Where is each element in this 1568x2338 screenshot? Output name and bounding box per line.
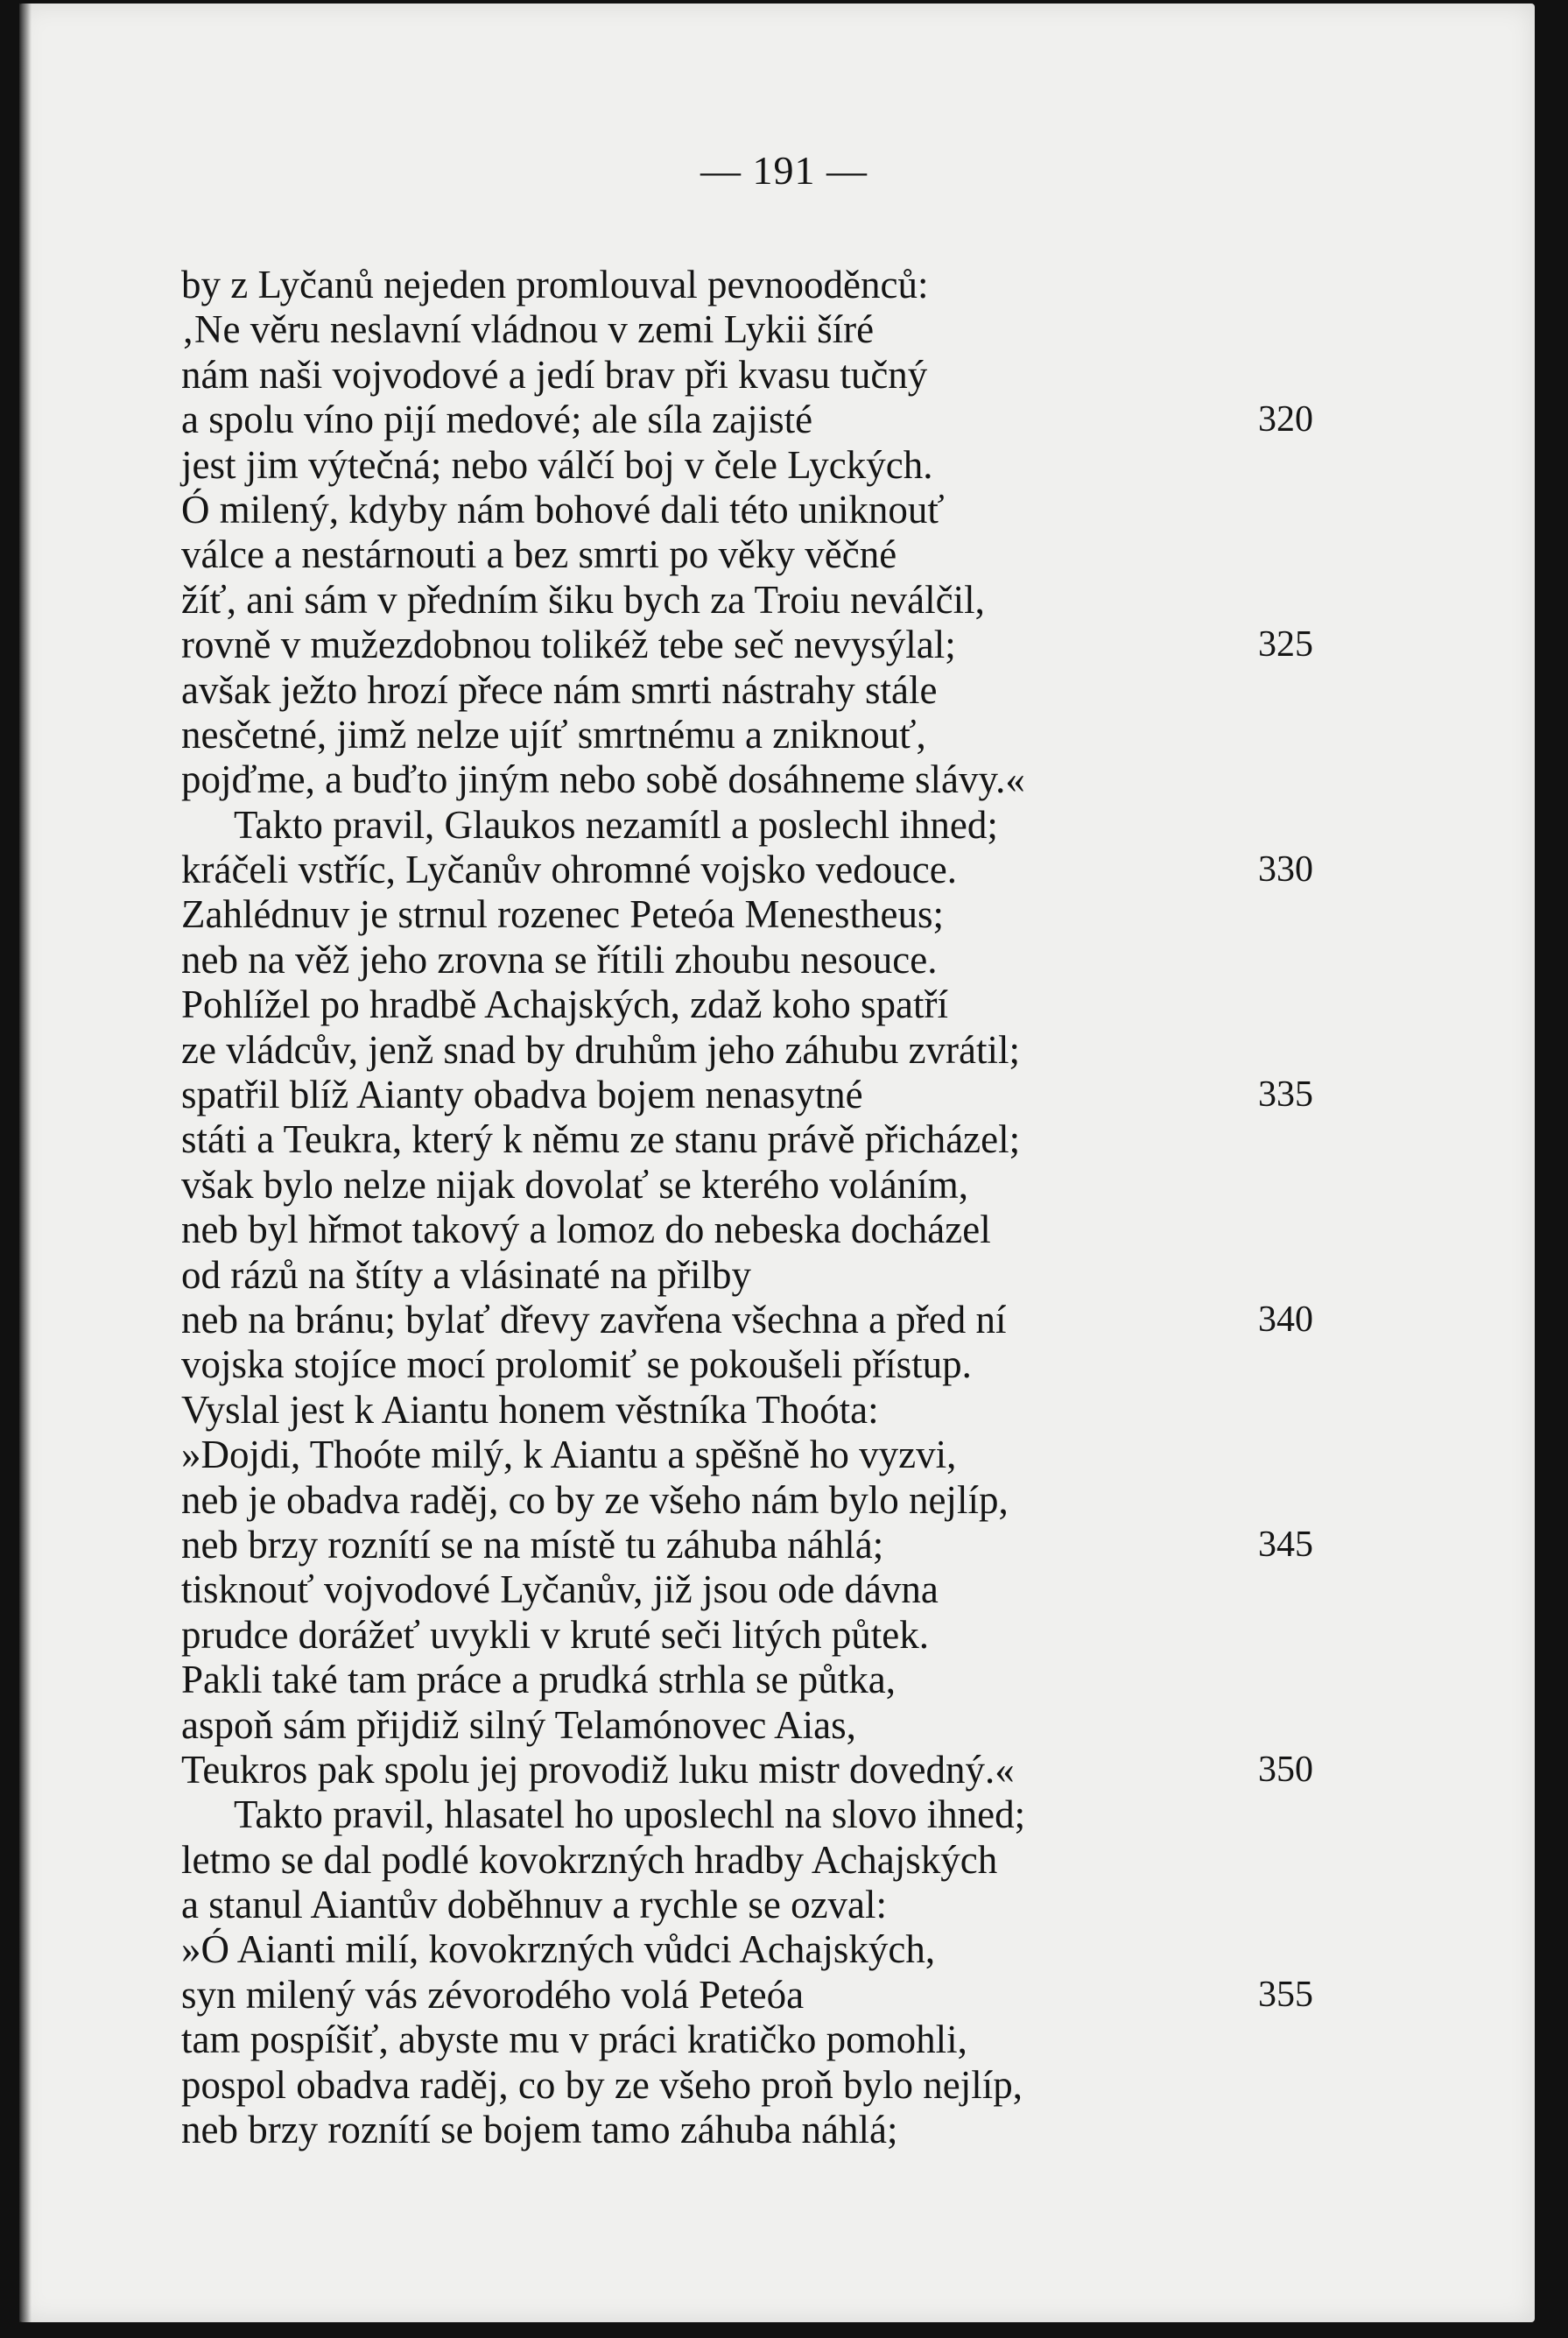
verse-line (181, 2063, 1346, 2108)
verse-line (181, 398, 1346, 442)
verse-line (181, 982, 1346, 1027)
verse-line (181, 1298, 1346, 1342)
verse-text: jest jim výtečná; nebo válčí boj v čele Lyckých. (181, 442, 933, 487)
verse-line (181, 1117, 1346, 1162)
verse-text: Vyslal jest k Aiantu honem věstníka Thoóta: (181, 1387, 879, 1432)
verse-text: a stanul Aiantův doběhnuv a rychle se ozval: (181, 1883, 888, 1927)
verse-text: neb je obadva raděj, co by ze všeho nám bylo nejlíp, (181, 1477, 1009, 1522)
verse-text: tisknouť vojvodové Lyčanův, již jsou ode dávna (181, 1567, 939, 1612)
verse-line (181, 1703, 1346, 1748)
verse-line (181, 578, 1346, 623)
verse-text: rovně v mužezdobnou tolikéž tebe seč nevysýlal; (181, 623, 956, 667)
verse-line (181, 488, 1346, 532)
verse-text: prudce dorážeť uvykli v kruté seči litých půtek. (181, 1612, 929, 1657)
verse-text: aspoň sám přijdiž silný Telamónovec Aias, (181, 1702, 856, 1747)
verse-line (181, 757, 1346, 802)
verse-text: státi a Teukra, který k němu ze stanu právě přicházel; (181, 1117, 1021, 1162)
verse-line (181, 2018, 1346, 2062)
verse-text: Zahlédnuv je strnul rozenec Peteóa Menestheus; (181, 892, 944, 937)
verse-text: vojska stojíce mocí prolomiť se pokoušeli přístup. (181, 1342, 972, 1387)
verse-line (181, 1613, 1346, 1658)
verse-text: spatřil blíž Aianty obadva bojem nenasytné (181, 1073, 863, 1117)
verse-text: syn milený vás zévorodého volá Peteóa (181, 1972, 805, 2017)
line-number: 340 (1258, 1299, 1313, 1340)
verse-line (181, 263, 1346, 307)
line-number: 355 (1258, 1974, 1313, 2015)
verse-text: by z Lyčanů nejeden promlouval pevnooděnců: (181, 263, 929, 306)
verse-text: Pakli také tam práce a prudká strhla se půtka, (181, 1658, 896, 1702)
verse-line (181, 1208, 1346, 1252)
verse-line (181, 623, 1346, 667)
verse-text: Teukros pak spolu jej provodiž luku mistr dovedný.« (181, 1747, 1015, 1792)
page-binding-shadow (19, 4, 32, 2322)
verse-text: avšak ježto hrozí přece nám smrti nástrahy stále (181, 667, 938, 712)
line-number: 345 (1258, 1524, 1313, 1565)
verse-text: ze vládcův, jenž snad by druhům jeho záhubu zvrátil; (181, 1027, 1021, 1072)
verse-line (181, 803, 1346, 848)
verse-line (181, 443, 1346, 488)
verse-line (181, 1478, 1346, 1523)
verse-text: nesčetné, jimž nelze ujíť smrtnému a zniknouť, (181, 712, 926, 757)
verse-text: Ó milený, kdyby nám bohové dali této uniknouť (181, 487, 945, 532)
verse-line (181, 1658, 1346, 1702)
verse-text: neb brzy roznítí se bojem tamo záhuba náhlá; (181, 2108, 898, 2152)
verse-text: válce a nestárnouti a bez smrti po věky věčné (181, 532, 897, 577)
verse-text: neb na věž jeho zrovna se řítili zhoubu nesouce. (181, 937, 938, 982)
verse-text: »Dojdi, Thoóte milý, k Aiantu a spěšně ho vyzvi, (181, 1433, 957, 1477)
verse-line (181, 1163, 1346, 1208)
verse-text: neb brzy roznítí se na místě tu záhuba náhlá; (181, 1522, 884, 1567)
line-number: 335 (1258, 1074, 1313, 1116)
verse-line (181, 848, 1346, 892)
verse-line (181, 1028, 1346, 1073)
verse-line (181, 892, 1346, 937)
verse-text: nám naši vojvodové a jedí brav při kvasu tučný (181, 352, 928, 397)
verse-text: Pohlížel po hradbě Achajských, zdaž koho spatří (181, 982, 949, 1027)
verse-line (181, 1792, 1346, 1837)
verse-text: Takto pravil, Glaukos nezamítl a poslechl ihned; (234, 802, 998, 847)
verse-text: pojďme, a buďto jiným nebo sobě dosáhneme slávy.« (181, 757, 1025, 802)
verse-line (181, 2108, 1346, 2152)
verse-line (181, 1253, 1346, 1298)
verse-line (181, 1883, 1346, 1927)
verse-line (181, 668, 1346, 713)
verse-block (181, 263, 1346, 2152)
page-number: — 191 — (700, 148, 868, 193)
verse-line (181, 1567, 1346, 1612)
verse-text: žíť, ani sám v předním šiku bych za Troiu neválčil, (181, 577, 985, 622)
verse-line (181, 713, 1346, 757)
verse-line (181, 1433, 1346, 1477)
verse-line (181, 1927, 1346, 1972)
verse-line (181, 1748, 1346, 1792)
verse-text: pospol obadva raděj, co by ze všeho proň bylo nejlíp, (181, 2062, 1023, 2107)
verse-line (181, 532, 1346, 577)
verse-line (181, 1073, 1346, 1117)
verse-line (181, 938, 1346, 982)
verse-text: letmo se dal podlé kovokrzných hradby Achajských (181, 1837, 998, 1882)
verse-line (181, 1388, 1346, 1433)
verse-text: od rázů na štíty a vlásinaté na přilby (181, 1252, 752, 1297)
line-number: 330 (1258, 849, 1313, 891)
verse-text: neb byl hřmot takový a lomoz do nebeska docházel (181, 1208, 991, 1252)
line-number: 320 (1258, 399, 1313, 440)
verse-text: ‚Ne věru neslavní vládnou v zemi Lykii šíré (181, 307, 875, 352)
verse-line (181, 1523, 1346, 1567)
verse-text: tam pospíšiť, abyste mu v práci kratičko pomohli, (181, 2018, 967, 2062)
verse-text: a spolu víno pijí medové; ale síla zajisté (181, 398, 813, 442)
verse-line (181, 353, 1346, 398)
verse-text: kráčeli vstříc, Lyčanův ohromné vojsko vedouce. (181, 848, 957, 892)
verse-text: neb na bránu; bylať dřevy zavřena všechna a před ní (181, 1297, 1007, 1342)
verse-line (181, 1973, 1346, 2018)
verse-text: »Ó Aianti milí, kovokrzných vůdci Achajských, (181, 1927, 936, 1972)
line-number: 350 (1258, 1749, 1313, 1790)
verse-text: však bylo nelze nijak dovolať se kterého voláním, (181, 1162, 968, 1207)
verse-line (181, 307, 1346, 352)
line-number: 325 (1258, 624, 1313, 665)
verse-line (181, 1342, 1346, 1387)
verse-line (181, 1838, 1346, 1883)
verse-text: Takto pravil, hlasatel ho uposlechl na slovo ihned; (234, 1792, 1026, 1837)
